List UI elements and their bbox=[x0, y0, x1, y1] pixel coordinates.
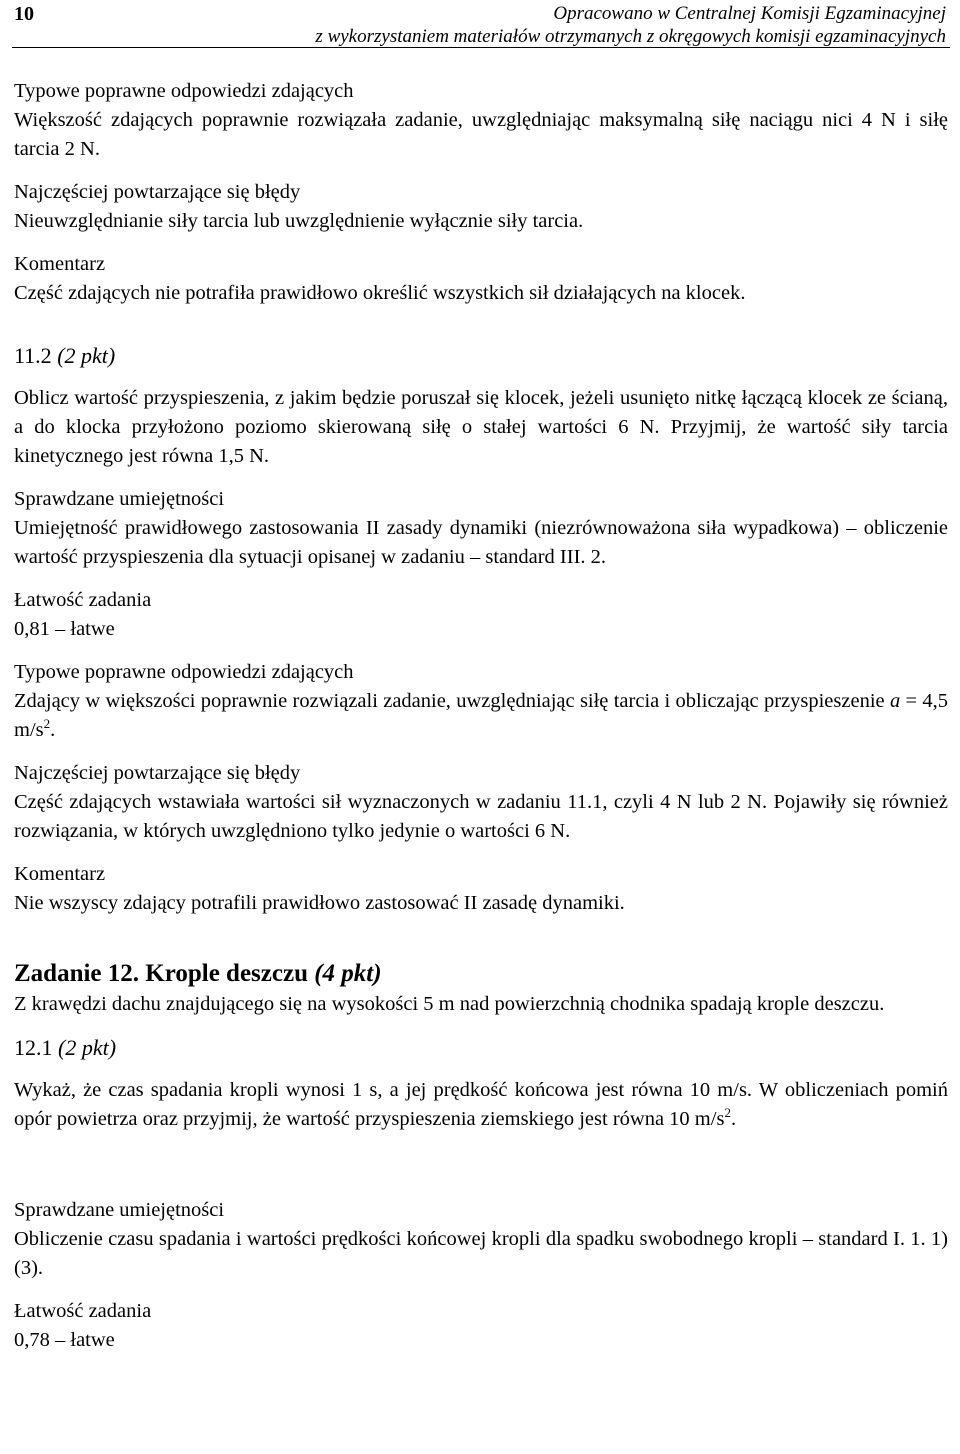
komentarz-label: Komentarz bbox=[14, 863, 106, 885]
task-number: 11.2 bbox=[14, 343, 52, 368]
komentarz-text: Część zdających nie potrafiła prawidłowo określić wszystkich sił działających na klocek. bbox=[14, 282, 746, 304]
task-11-2-heading bbox=[14, 341, 948, 370]
task-12-1-text: Wykaż, że czas spadania kropli wynosi 1 s, a jej prędkość końcowa jest równa 10 m/s. W obliczeniach pomiń opór powietrza oraz przyjmij, że wartość przyspieszenia ziemskiego jest równa 10 $m/s^2$. bbox=[14, 1079, 948, 1130]
zadanie-12-text: Z krawędzi dachu znajdującego się na wysokości 5 m nad powierzchnią chodnika spadają krople deszczu. bbox=[14, 993, 885, 1015]
typowe-label: Typowe poprawne odpowiedzi zdających bbox=[14, 80, 354, 102]
komentarz-text: Nie wszyscy zdający potrafili prawidłowo zastosować II zasadę dynamiki. bbox=[14, 892, 625, 914]
header-institution bbox=[315, 2, 946, 48]
latwosc-label: Łatwość zadania bbox=[14, 1300, 152, 1322]
komentarz-label: Komentarz bbox=[14, 253, 106, 275]
latwosc-value: 0,81 – łatwe bbox=[14, 618, 115, 640]
skills-text: Obliczenie czasu spadania i wartości prędkości końcowej kropli dla spadku swobodnego kropli – standard I. 1. 1) (3). bbox=[14, 1228, 948, 1279]
bledy-text: Nieuwzględnianie siły tarcia lub uwzględnienie wyłącznie siły tarcia. bbox=[14, 210, 584, 232]
header-line-1: Opracowano w Centralnej Komisji Egzaminacyjnej bbox=[553, 3, 946, 24]
exponent: 2 bbox=[724, 1105, 731, 1121]
page-header bbox=[0, 0, 960, 48]
task-number: 12.1 bbox=[14, 1035, 53, 1060]
typowe-text: Większość zdających poprawnie rozwiązała zadanie, uwzględniając maksymalną siłę naciągu nici 4 N i siłę tarcia 2 N. bbox=[14, 109, 948, 160]
bledy-label: Najczęściej powtarzające się błędy bbox=[14, 762, 301, 784]
bledy-text: Część zdających wstawiała wartości sił wyznaczonych w zadaniu 11.1, czyli 4 N lub 2 N. Pojawiły się również rozwiązania, w których uwzględniono tylko jedynie o wartości 6 N. bbox=[14, 791, 948, 842]
task-12-1-heading bbox=[14, 1033, 948, 1062]
task-11-2-text: Oblicz wartość przyspieszenia, z jakim będzie poruszał się klocek, jeżeli usunięto nitkę łączącą klocek ze ścianą, a do klocka przyłożono poziomo skierowaną siłę o stałej wartości 6 N. Przyjmij, że wartość siły tarcia kinetycznego jest równa 1,5 N. bbox=[14, 387, 948, 467]
skills-label: Sprawdzane umiejętności bbox=[14, 488, 225, 510]
latwosc-value: 0,78 – łatwe bbox=[14, 1329, 115, 1351]
skills-text: Umiejętność prawidłowego zastosowania II zasady dynamiki (niezrównoważona siła wypadkowa) – obliczenie wartość przyspieszenia dla sytuacji opisanej w zadaniu – standard III. 2. bbox=[14, 517, 948, 568]
page-content bbox=[14, 77, 948, 1355]
latwosc-label: Łatwość zadania bbox=[14, 589, 152, 611]
bledy-label: Najczęściej powtarzające się błędy bbox=[14, 181, 301, 203]
zadanie-12-title: Zadanie 12. Krople deszczu (4 pkt) bbox=[14, 960, 382, 987]
task-points: (2 pkt) bbox=[57, 343, 116, 368]
variable-a: a bbox=[889, 690, 901, 712]
typowe-label: Typowe poprawne odpowiedzi zdających bbox=[14, 661, 354, 683]
zadanie-12-points: (4 pkt) bbox=[314, 960, 382, 987]
typowe-text: Zdający w większości poprawnie rozwiązali zadanie, uwzględniając siłę tarcia i obliczając przyspieszenie a = 4,5 $m/s^2$. bbox=[14, 690, 948, 741]
skills-label: Sprawdzane umiejętności bbox=[14, 1199, 225, 1221]
page-number: 10 bbox=[14, 3, 34, 25]
header-line-2: z wykorzystaniem materiałów otrzymanych z okręgowych komisji egzaminacyjnych bbox=[315, 26, 946, 47]
task-points: (2 pkt) bbox=[58, 1035, 117, 1060]
header-rule bbox=[12, 47, 950, 48]
exponent: 2 bbox=[43, 716, 51, 732]
